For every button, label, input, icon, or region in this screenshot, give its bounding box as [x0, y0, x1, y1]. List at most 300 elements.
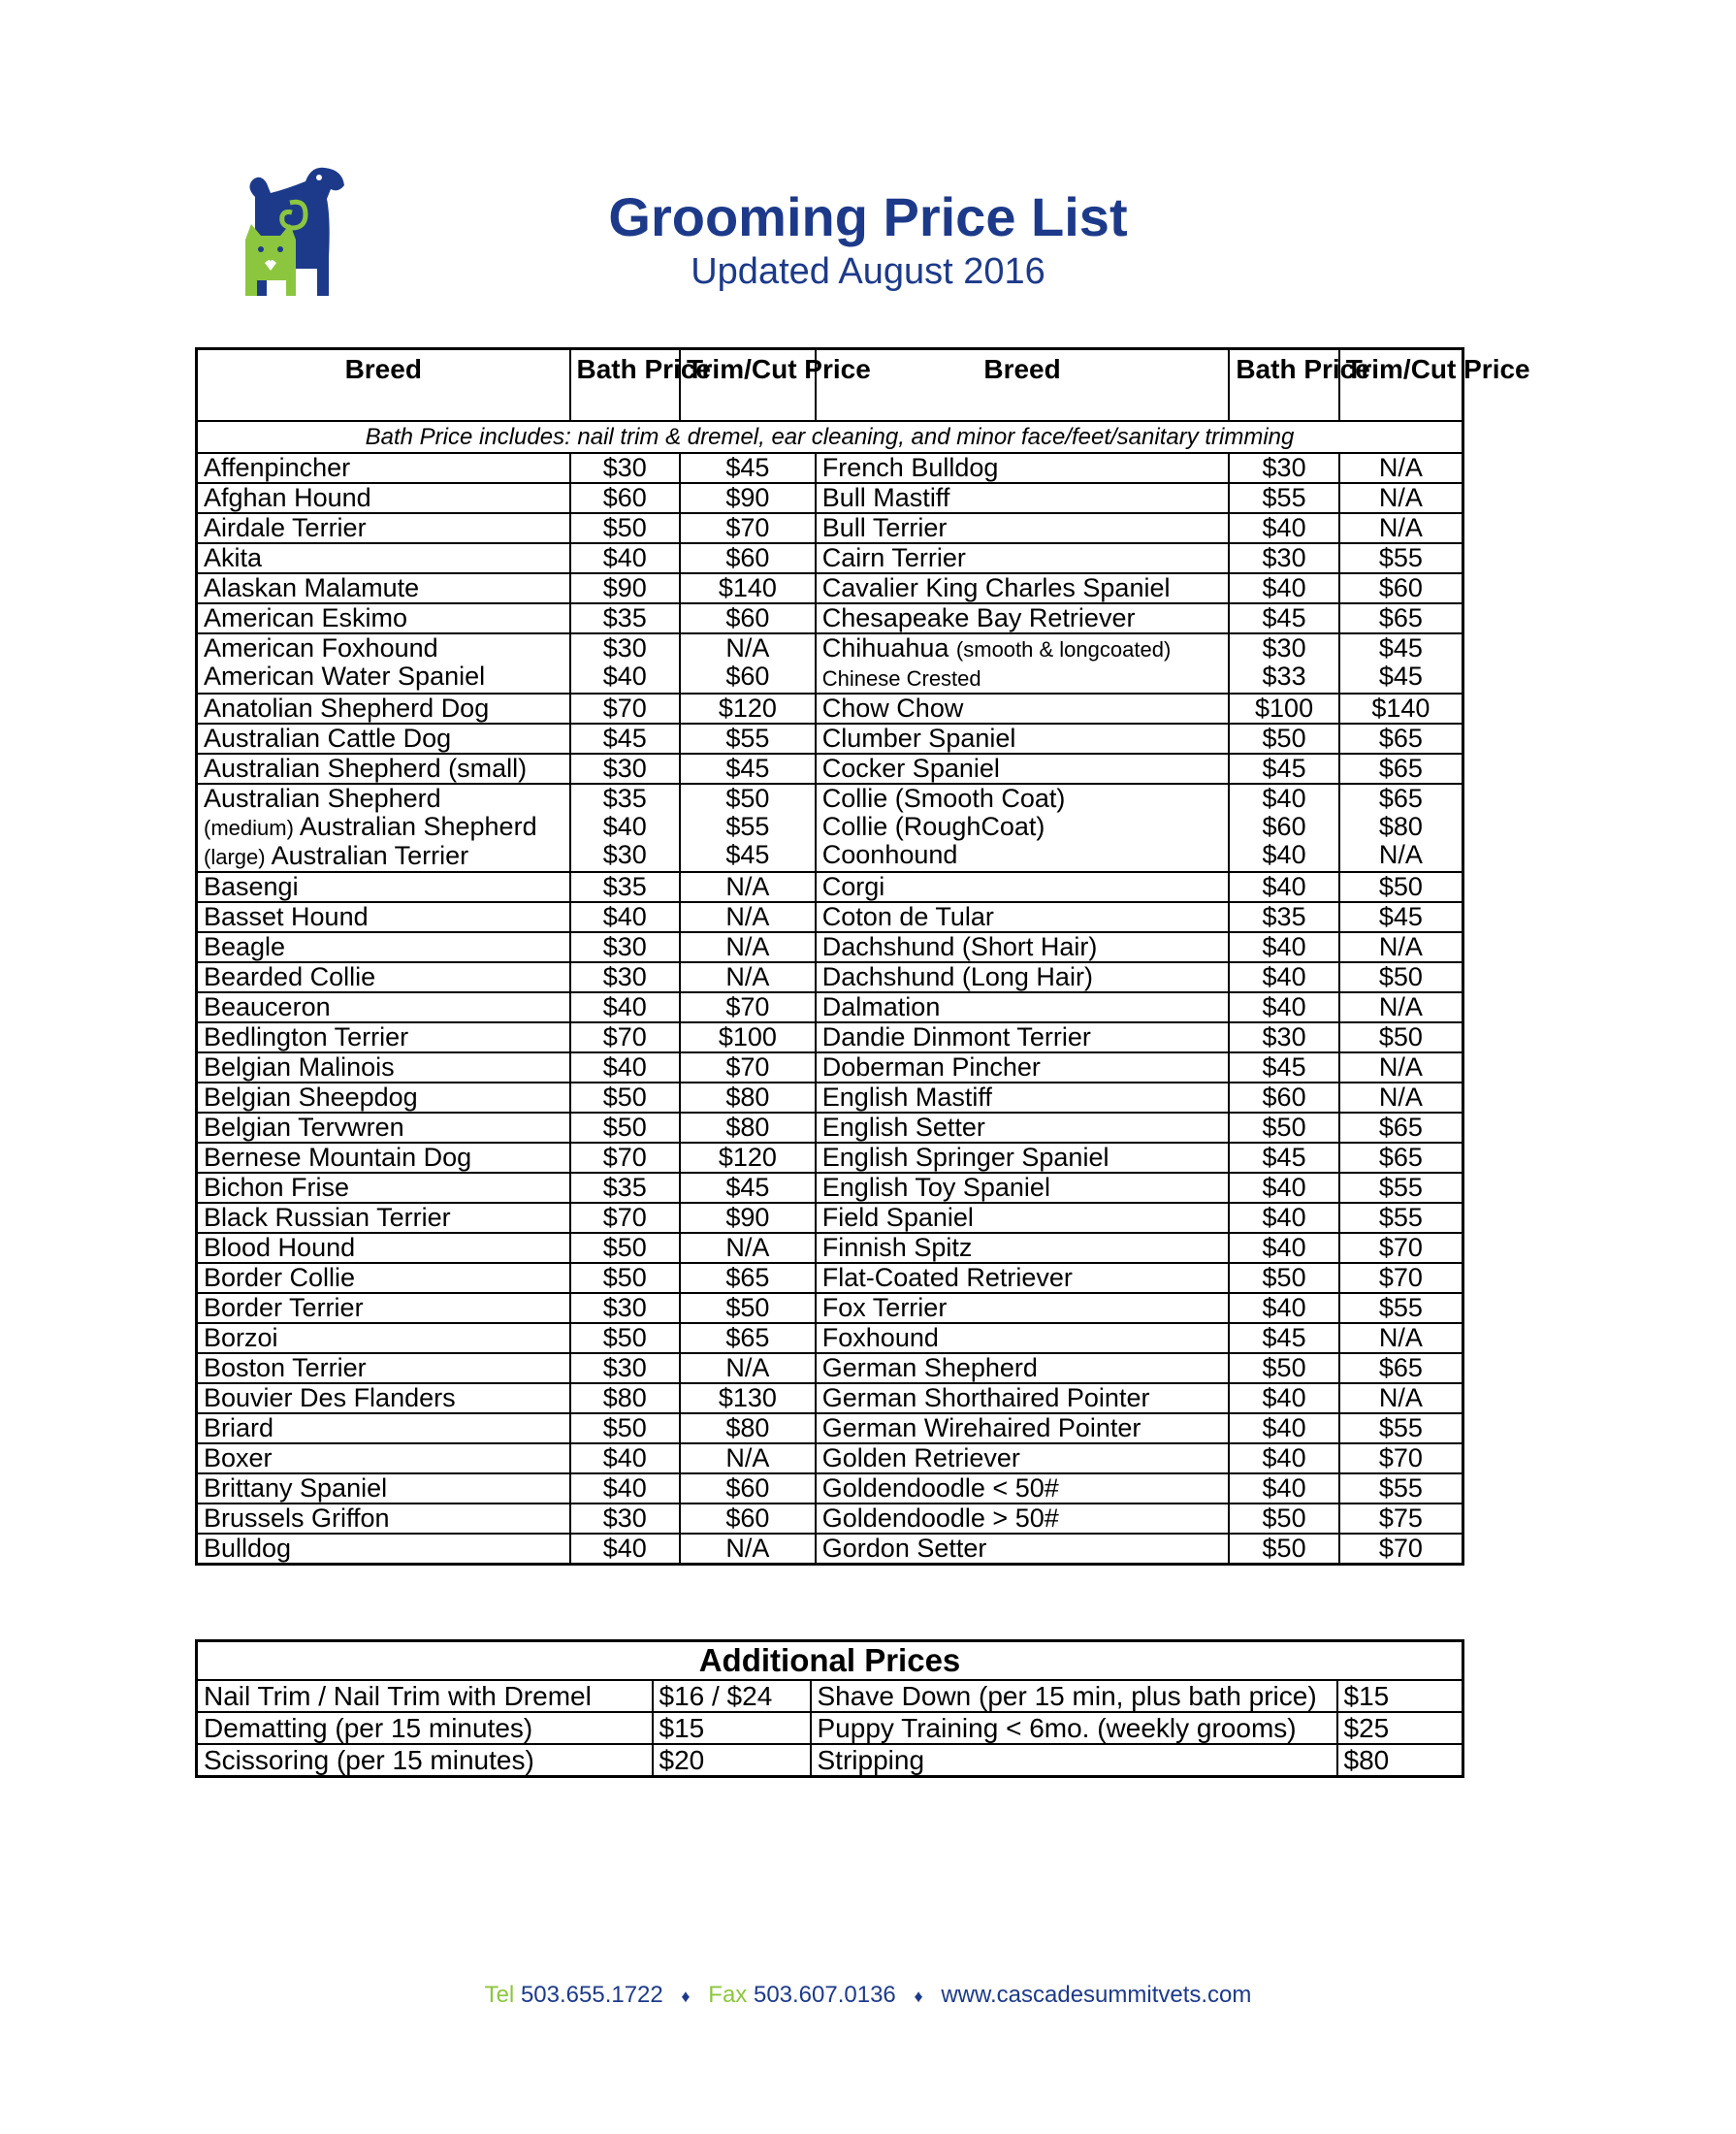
- table-row: [197, 1383, 1463, 1413]
- cell-value: $90: [602, 573, 647, 602]
- trim-price-cell: [1339, 694, 1463, 724]
- cell-value: $50: [602, 1113, 647, 1142]
- breed-cell: [197, 872, 570, 902]
- service-price-cell: $16 / $24: [653, 1680, 811, 1712]
- breed-cell: [816, 1143, 1230, 1173]
- bath-price-cell: [570, 1083, 680, 1113]
- breed-cell: [197, 724, 570, 754]
- cell-value: $80: [725, 1413, 770, 1442]
- service-name-cell: Nail Trim / Nail Trim with Dremel: [197, 1680, 653, 1712]
- service-name-cell: Stripping: [811, 1744, 1337, 1777]
- cell-value: $50: [1262, 1113, 1306, 1142]
- cell-value: $45: [1262, 603, 1306, 632]
- bath-price-cell: [570, 1443, 680, 1473]
- cell-value: $65: [1378, 1143, 1423, 1172]
- cell-value: Bull Mastiff: [821, 483, 950, 512]
- bath-price-cell: [570, 1203, 680, 1233]
- trim-price-cell: [680, 1083, 816, 1113]
- price-table: [195, 347, 1530, 1566]
- cell-value: $70: [725, 513, 770, 542]
- cell-value: $30: [602, 453, 647, 482]
- cell-value: $60: [1262, 812, 1306, 841]
- breed-cell: [816, 1443, 1230, 1473]
- breed-cell: [816, 1534, 1230, 1565]
- cell-value: $30: [1262, 633, 1306, 663]
- breed-cell: [816, 1083, 1230, 1113]
- fax-number: 503.607.0136: [753, 1982, 896, 2008]
- trim-price-cell: [1339, 1413, 1463, 1443]
- cell-value: English Springer Spaniel: [821, 1143, 1109, 1172]
- cell-value: $130: [718, 1383, 777, 1412]
- cell-value: Fox Terrier: [821, 1293, 948, 1322]
- trim-price-cell: [680, 543, 816, 573]
- cell-value: Australian Shepherd: [204, 784, 441, 813]
- service-name-cell: Scissoring (per 15 minutes): [197, 1744, 653, 1777]
- bath-price-cell: [1229, 1052, 1338, 1083]
- breed-cell: [197, 1383, 570, 1413]
- breed-cell: [197, 1113, 570, 1143]
- table-row: [197, 1353, 1463, 1383]
- bath-price-cell: [570, 1293, 680, 1323]
- cell-value: Chow Chow: [821, 694, 964, 723]
- trim-price-cell: [1339, 543, 1463, 573]
- trim-price-cell: [680, 1113, 816, 1143]
- bath-price-cell: [1229, 1413, 1338, 1443]
- breed-cell: [816, 1383, 1230, 1413]
- trim-price-cell: [1339, 754, 1463, 784]
- cell-value: $45: [725, 840, 770, 869]
- breed-cell: [816, 1203, 1230, 1233]
- bath-price-cell: [1229, 603, 1338, 633]
- trim-price-cell: [680, 872, 816, 902]
- breed-cell: [197, 603, 570, 633]
- cell-value: $45: [1262, 1143, 1306, 1172]
- cell-value: $55: [725, 724, 770, 753]
- cell-value: $40: [1262, 872, 1306, 901]
- bath-price-cell: [570, 694, 680, 724]
- breed-cell: [816, 1173, 1230, 1203]
- cell-value: $50: [1378, 962, 1423, 991]
- cell-value: Basengi: [204, 872, 299, 901]
- trim-price-cell: [680, 483, 816, 513]
- cell-value: $30: [602, 932, 647, 961]
- table-row: [197, 962, 1463, 992]
- bath-price-cell: [570, 1113, 680, 1143]
- trim-price-cell: [1339, 1022, 1463, 1052]
- cell-value: $140: [718, 573, 777, 602]
- cell-value: $70: [602, 1203, 647, 1232]
- cell-value: $35: [602, 784, 647, 813]
- cell-value: $40: [602, 1443, 647, 1472]
- cell-value: $40: [1262, 1383, 1306, 1412]
- breed-cell: [816, 932, 1230, 962]
- table-row: [197, 872, 1463, 902]
- cell-value: Beagle: [204, 932, 286, 961]
- table-row: [197, 1712, 1463, 1744]
- bath-price-cell: [1229, 1534, 1338, 1565]
- cell-value: $40: [1262, 573, 1306, 602]
- breed-cell: [816, 1113, 1230, 1143]
- cell-value: Chesapeake Bay Retriever: [821, 603, 1136, 632]
- cell-value: $140: [1371, 694, 1431, 723]
- trim-price-cell: [680, 573, 816, 603]
- breed-cell: [816, 1263, 1230, 1293]
- breed-cell: [816, 1413, 1230, 1443]
- cell-value: Dandie Dinmont Terrier: [821, 1022, 1091, 1051]
- cell-value: $55: [1378, 543, 1423, 572]
- cell-value: N/A: [725, 902, 770, 931]
- table-row: [197, 1534, 1463, 1565]
- cell-value: $65: [1378, 603, 1423, 632]
- breed-cell: [816, 902, 1230, 932]
- bath-price-note-row: [197, 421, 1463, 453]
- breed-cell: [816, 784, 1230, 872]
- cell-value: Akita: [204, 543, 263, 572]
- breed-cell: [197, 513, 570, 543]
- cell-value: N/A: [1378, 840, 1423, 869]
- trim-price-cell: [680, 1534, 816, 1565]
- cell-value: $30: [602, 962, 647, 991]
- column-header: Trim/Cut Price: [1339, 349, 1463, 422]
- breed-cell: [816, 992, 1230, 1022]
- diamond-separator-icon: ♦: [681, 1987, 691, 2006]
- table-row: [197, 1323, 1463, 1353]
- bath-price-cell: [1229, 573, 1338, 603]
- bath-price-cell: [570, 902, 680, 932]
- cell-value: N/A: [1378, 1383, 1423, 1412]
- table-row: [197, 543, 1463, 573]
- bath-price-cell: [1229, 1083, 1338, 1113]
- breed-cell: [197, 633, 570, 694]
- cell-value: Australian Shepherd (small): [204, 754, 528, 783]
- breed-cell: [197, 1052, 570, 1083]
- cell-value: $35: [602, 603, 647, 632]
- cell-value: $65: [1378, 784, 1423, 813]
- bath-price-cell: [1229, 1113, 1338, 1143]
- breed-cell: [816, 724, 1230, 754]
- cell-value: $50: [602, 1413, 647, 1442]
- cell-value: Affenpincher: [204, 453, 351, 482]
- cell-value: $55: [1378, 1293, 1423, 1322]
- cell-value: $30: [602, 840, 647, 869]
- breed-cell: [197, 1413, 570, 1443]
- bath-price-cell: [1229, 1353, 1338, 1383]
- table-row: [197, 694, 1463, 724]
- trim-price-cell: [1339, 1263, 1463, 1293]
- cell-value: $50: [1378, 872, 1423, 901]
- cell-value: $30: [602, 633, 647, 663]
- breed-cell: [816, 1323, 1230, 1353]
- cell-value: $70: [1378, 1443, 1423, 1472]
- cell-value: $30: [602, 1293, 647, 1322]
- cell-value: Borzoi: [204, 1323, 278, 1352]
- cell-value: $45: [725, 754, 770, 783]
- cell-value: $55: [1378, 1203, 1423, 1232]
- table-row: [197, 1293, 1463, 1323]
- cell-value: $40: [1262, 962, 1306, 991]
- table-row: [197, 1022, 1463, 1052]
- cell-value: Field Spaniel: [821, 1203, 974, 1232]
- cell-value: $60: [725, 1473, 770, 1503]
- table-row: [197, 1473, 1463, 1504]
- cell-value: N/A: [1378, 932, 1423, 961]
- cell-value: $45: [1378, 633, 1423, 663]
- breed-cell: [197, 1504, 570, 1534]
- column-header: Breed: [816, 349, 1230, 422]
- breed-cell: [197, 1173, 570, 1203]
- cell-value: Corgi: [821, 872, 885, 901]
- cell-value: $80: [725, 1113, 770, 1142]
- service-price-cell: $25: [1337, 1712, 1463, 1744]
- contact-footer: [0, 1982, 1736, 2009]
- cell-value: $40: [1262, 932, 1306, 961]
- breed-cell: [816, 633, 1230, 694]
- cell-value: $70: [725, 1052, 770, 1082]
- breed-cell: [197, 1293, 570, 1323]
- cell-value: $80: [725, 1083, 770, 1112]
- cell-value: $50: [602, 1233, 647, 1262]
- breed-cell: [816, 754, 1230, 784]
- cell-value: Boxer: [204, 1443, 273, 1472]
- breed-cell: [197, 1263, 570, 1293]
- cell-value: $40: [1262, 1203, 1306, 1232]
- breed-cell: [816, 453, 1230, 483]
- cell-value: $40: [1262, 1233, 1306, 1262]
- cell-value: Bearded Collie: [204, 962, 376, 991]
- table-row: [197, 1143, 1463, 1173]
- breed-cell: [816, 543, 1230, 573]
- cell-value: $80: [602, 1383, 647, 1412]
- bath-price-cell: [1229, 1173, 1338, 1203]
- cell-value: English Toy Spaniel: [821, 1173, 1050, 1202]
- table-row: [197, 1083, 1463, 1113]
- trim-price-cell: [1339, 1383, 1463, 1413]
- column-header: Breed: [197, 349, 570, 422]
- cell-value: Australian Cattle Dog: [204, 724, 452, 753]
- bath-price-cell: [570, 453, 680, 483]
- cell-value: $50: [602, 1263, 647, 1292]
- cell-value: N/A: [1378, 992, 1423, 1021]
- trim-price-cell: [680, 1504, 816, 1534]
- cell-value: $55: [1378, 1173, 1423, 1202]
- cell-value: $60: [725, 603, 770, 632]
- cell-value: English Setter: [821, 1113, 985, 1142]
- cell-value: Chihuahua: [821, 633, 949, 663]
- service-name-cell: Dematting (per 15 minutes): [197, 1712, 653, 1744]
- bath-price-cell: [1229, 872, 1338, 902]
- bath-price-cell: [1229, 932, 1338, 962]
- cell-value: Belgian Malinois: [204, 1052, 395, 1082]
- breed-cell: [197, 1203, 570, 1233]
- trim-price-cell: [1339, 902, 1463, 932]
- cell-value: Cocker Spaniel: [821, 754, 1000, 783]
- cell-value: Flat-Coated Retriever: [821, 1263, 1073, 1292]
- breed-cell: [197, 453, 570, 483]
- website-link[interactable]: www.cascadesummitvets.com: [941, 1982, 1252, 2008]
- bath-price-cell: [570, 1233, 680, 1263]
- cell-value: N/A: [725, 1534, 770, 1563]
- trim-price-cell: [680, 633, 816, 694]
- cell-value: French Bulldog: [821, 453, 999, 482]
- bath-price-cell: [1229, 1293, 1338, 1323]
- tel-number: 503.655.1722: [520, 1982, 663, 2008]
- cell-value: Coton de Tular: [821, 902, 994, 931]
- breed-cell: [816, 513, 1230, 543]
- cell-value: American Water Spaniel: [204, 662, 486, 691]
- cell-value: $30: [602, 1353, 647, 1382]
- bath-price-cell: [1229, 754, 1338, 784]
- cell-value: $65: [725, 1263, 770, 1292]
- trim-price-cell: [1339, 1534, 1463, 1565]
- breed-cell: [816, 694, 1230, 724]
- table-row: [197, 902, 1463, 932]
- cell-value: $60: [725, 1504, 770, 1533]
- breed-cell: [197, 543, 570, 573]
- trim-price-cell: [1339, 1504, 1463, 1534]
- bath-price-cell: [570, 932, 680, 962]
- breed-cell: [816, 1504, 1230, 1534]
- bath-price-cell: [1229, 1443, 1338, 1473]
- trim-price-cell: [1339, 962, 1463, 992]
- cell-value: $40: [1262, 513, 1306, 542]
- breed-cell: [197, 1443, 570, 1473]
- table-row: [197, 513, 1463, 543]
- breed-cell: [816, 603, 1230, 633]
- trim-price-cell: [1339, 1443, 1463, 1473]
- trim-price-cell: [680, 1203, 816, 1233]
- table-row: [197, 932, 1463, 962]
- cell-value: $40: [1262, 992, 1306, 1021]
- trim-price-cell: [1339, 1173, 1463, 1203]
- cell-value: $30: [602, 754, 647, 783]
- cell-value: $40: [602, 1052, 647, 1082]
- breed-cell: [197, 1323, 570, 1353]
- cell-value: $60: [1262, 1083, 1306, 1112]
- cell-value: German Shorthaired Pointer: [821, 1383, 1150, 1412]
- bath-price-cell: [1229, 1323, 1338, 1353]
- breed-cell: [197, 1534, 570, 1565]
- additional-prices-title: Additional Prices: [197, 1641, 1463, 1681]
- bath-price-cell: [1229, 784, 1338, 872]
- cell-value: $50: [725, 1293, 770, 1322]
- bath-price-cell: [1229, 694, 1338, 724]
- cell-value: $40: [1262, 1293, 1306, 1322]
- trim-price-cell: [1339, 1473, 1463, 1504]
- service-price-cell: $15: [1337, 1680, 1463, 1712]
- bath-price-cell: [1229, 724, 1338, 754]
- cell-value: Australian Terrier: [271, 841, 469, 870]
- table-row: [197, 1504, 1463, 1534]
- cell-value: $45: [1378, 662, 1423, 691]
- cell-value: Briard: [204, 1413, 274, 1442]
- cell-value: American Eskimo: [204, 603, 408, 632]
- trim-price-cell: [1339, 932, 1463, 962]
- cell-value: $70: [725, 992, 770, 1021]
- trim-price-cell: [1339, 1052, 1463, 1083]
- bath-price-note: Bath Price includes: nail trim & dremel, ear cleaning, and minor face/feet/sanitary trimming: [197, 421, 1463, 453]
- breed-cell: [197, 483, 570, 513]
- cell-value: $40: [602, 992, 647, 1021]
- cell-value: $90: [725, 1203, 770, 1232]
- cell-value: Finnish Spitz: [821, 1233, 973, 1262]
- cell-value: Dachshund (Long Hair): [821, 962, 1093, 991]
- cell-value: German Wirehaired Pointer: [821, 1413, 1141, 1442]
- breed-size-qualifier: (medium): [204, 816, 294, 840]
- cell-value: $50: [1262, 1534, 1306, 1563]
- bath-price-cell: [570, 633, 680, 694]
- cell-value: Belgian Sheepdog: [204, 1083, 418, 1112]
- tel-label: Tel: [484, 1982, 515, 2008]
- cell-value: Brussels Griffon: [204, 1504, 390, 1533]
- bath-price-cell: [570, 1534, 680, 1565]
- bath-price-cell: [1229, 633, 1338, 694]
- bath-price-cell: [570, 872, 680, 902]
- service-name-cell: Puppy Training < 6mo. (weekly grooms): [811, 1712, 1337, 1744]
- cell-value: $30: [602, 1504, 647, 1533]
- cell-value: $45: [1262, 754, 1306, 783]
- diamond-separator-icon: ♦: [914, 1987, 923, 2006]
- bath-price-cell: [1229, 1473, 1338, 1504]
- breed-cell: [197, 992, 570, 1022]
- bath-price-cell: [1229, 1203, 1338, 1233]
- trim-price-cell: [680, 1143, 816, 1173]
- bath-price-cell: [570, 483, 680, 513]
- cell-value: $80: [1378, 812, 1423, 841]
- cell-value: $45: [1378, 902, 1423, 931]
- cell-value: $40: [1262, 1473, 1306, 1503]
- bath-price-cell: [1229, 902, 1338, 932]
- trim-price-cell: [680, 992, 816, 1022]
- additional-prices-table: [195, 1639, 1464, 1778]
- cell-value: $50: [602, 1323, 647, 1352]
- bath-price-cell: [1229, 1022, 1338, 1052]
- breed-cell: [816, 1473, 1230, 1504]
- breed-cell: [197, 1353, 570, 1383]
- trim-price-cell: [1339, 453, 1463, 483]
- trim-price-cell: [680, 453, 816, 483]
- table-row: [197, 724, 1463, 754]
- cell-value: $40: [1262, 784, 1306, 813]
- cell-value: $50: [1378, 1022, 1423, 1051]
- bath-price-cell: [570, 1173, 680, 1203]
- breed-cell: [816, 483, 1230, 513]
- table-row: [197, 1744, 1463, 1777]
- bath-price-cell: [1229, 962, 1338, 992]
- trim-price-cell: [680, 1383, 816, 1413]
- trim-price-cell: [1339, 872, 1463, 902]
- cell-value: Bedlington Terrier: [204, 1022, 409, 1051]
- breed-cell: [816, 1022, 1230, 1052]
- cell-value: $70: [602, 1022, 647, 1051]
- price-table-header: [197, 349, 1463, 422]
- table-row: [197, 992, 1463, 1022]
- breed-cell: [816, 1353, 1230, 1383]
- cell-value: Boston Terrier: [204, 1353, 367, 1382]
- trim-price-cell: [1339, 1203, 1463, 1233]
- cell-value: N/A: [1378, 483, 1423, 512]
- cell-value: N/A: [725, 633, 770, 663]
- trim-price-cell: [680, 754, 816, 784]
- cell-value: English Mastiff: [821, 1083, 992, 1112]
- cell-value: N/A: [725, 1443, 770, 1472]
- bath-price-cell: [570, 1323, 680, 1353]
- breed-cell: [816, 1052, 1230, 1083]
- trim-price-cell: [1339, 1233, 1463, 1263]
- trim-price-cell: [680, 1323, 816, 1353]
- cell-value: $40: [602, 1534, 647, 1563]
- breed-cell: [197, 1233, 570, 1263]
- fax-label: Fax: [708, 1982, 748, 2008]
